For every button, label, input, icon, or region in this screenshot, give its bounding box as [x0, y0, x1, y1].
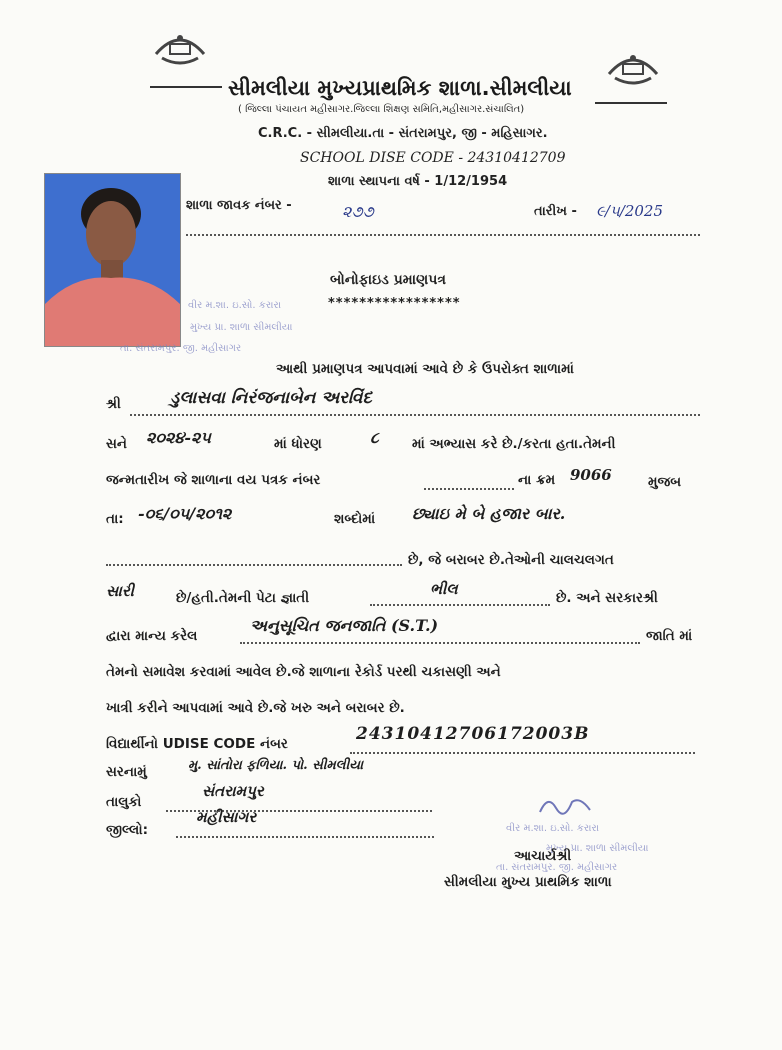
intro-text: આથી પ્રમાણપત્ર આપવામાં આવે છે કે ઉપરોક્ત શાળામાં [276, 361, 574, 377]
year-label: સને [106, 436, 127, 452]
according-text: મુજબ [648, 474, 682, 490]
certificate-title: બોનોફાઇડ પ્રમાણપત્ર [330, 272, 446, 288]
crc-line: C.R.C. - સીમલીયા.તા - સંતરામપુર, જી - મહિસાગર. [258, 126, 548, 141]
caste-text: જાતિ માં [646, 628, 693, 644]
std-value: ૮ [370, 428, 379, 447]
register-value: 9066 [570, 466, 612, 484]
words-label: શબ્દોમાં [334, 511, 376, 527]
date-value: ૯/૫/2025 [596, 202, 664, 220]
sign-stamp-line2: મુખ્ય પ્રા. શાળા સીમલીયા [546, 843, 649, 854]
birth-text: જન્મતારીખ જે શાળાના વય પત્રક નંબર [106, 472, 321, 488]
shri-label: શ્રી [106, 396, 121, 412]
school-name: સીમલીયા મુખ્યપ્રાથમિક શાળા.સીમલીયા [228, 76, 572, 100]
dise-code-line: SCHOOL DISE CODE - 24310412709 [300, 150, 566, 166]
udise-dotted-line [350, 752, 695, 754]
title-stars: ***************** [328, 296, 461, 311]
outward-label: શાળા જાવક નંબર - [186, 198, 292, 213]
date-label: તારીખ - [534, 204, 577, 219]
header-rule-left [150, 86, 222, 88]
photo-stamp-line1: વીર મ.શા. ઇ.સો. કરારા [188, 300, 282, 311]
established-line: શાળા સ્થાપના વર્ષ - 1/12/1954 [328, 174, 508, 189]
recognized-text: દ્વારા માન્ય કરેલ [106, 628, 198, 644]
correct-text: છે, જે બરાબર છે.તેઓની ચાલચલગત [408, 552, 614, 568]
blank-dotted-line [106, 564, 402, 566]
std-label: માં ધોરણ [274, 436, 322, 452]
conduct-text: છે/હતી.તેમની પેટા જ્ઞાતી [176, 590, 310, 606]
subcaste-dotted-line [370, 604, 550, 606]
category-value: અનુસૂચિત જનજાતિ (S.T.) [250, 616, 439, 635]
principal-signature-icon [536, 790, 596, 820]
govt-text: છે. અને સરકારશ્રી [556, 590, 658, 606]
student-portrait-icon [45, 174, 180, 346]
district-value: મહીસાગર [196, 808, 257, 826]
student-name: ડુલાસવા નિરંજનાબેન અરવિંદ [170, 388, 372, 408]
year-value: ૨૦૨૪-૨૫ [146, 428, 211, 447]
inclusion-text: તેમનો સમાવેશ કરવામાં આવેલ છે.જે શાળાના રેકોર્ડ પરથી ચકાસણી અને [106, 664, 501, 680]
udise-label: વિદ્યાર્થીનો UDISE CODE નંબર [106, 736, 288, 752]
category-dotted-line [240, 642, 640, 644]
sign-stamp-line1: વીર મ.શા. ઇ.સો. કરારા [506, 823, 600, 834]
outward-value: ૨૭૭ [342, 202, 374, 221]
dob-value: -૦૬/૦૫/૨૦૧૨ [138, 504, 232, 523]
photo-stamp-line3: તા. સંતરામપુર. જી. મહીસાગર [120, 343, 242, 354]
left-emblem-icon [152, 24, 208, 72]
address-value: મુ. સાંતોરા ફળિયા. પો. સીમલીયા [188, 758, 364, 773]
district-label: જીલ્લો: [106, 822, 149, 838]
dob-words: છ્યાઇ મે બે હજાર બાર. [412, 504, 566, 523]
principal-school: સીમલીયા મુખ્ય પ્રાથમિક શાળા [444, 874, 612, 890]
register-dotted-line [424, 488, 514, 490]
header-rule-right [595, 102, 667, 104]
photo-stamp-line2: મુખ્ય પ્રા. શાળા સીમલીયા [190, 322, 293, 333]
subcaste-value: ભીલ [430, 580, 458, 598]
name-dotted-line [130, 414, 700, 416]
school-subtitle: ( જિલ્લા પંચાયત મહીસાગર.જિલ્લા શિક્ષણ સમિતિ,મહીસાગર.સંચાલિત) [238, 104, 525, 115]
taluka-label: તાલુકો [106, 794, 142, 810]
reference-divider [186, 234, 700, 236]
student-photo [44, 173, 181, 347]
principal-title: આચાર્યશ્રી [514, 848, 572, 864]
sign-stamp-line3: તા. સંતરામપુર. જી. મહીસાગર [496, 862, 618, 873]
study-text: માં અભ્યાસ કરે છે./કરતા હતા.તેમની [412, 436, 616, 452]
right-emblem-icon [605, 44, 661, 92]
dob-label: તા: [106, 511, 124, 527]
register-label: ના ક્રમ [518, 472, 556, 488]
verified-text: ખાત્રી કરીને આપવામાં આવે છે.જે ખરુ અને બરાબર છે. [106, 700, 405, 716]
conduct-value: સારી [106, 582, 134, 600]
address-label: સરનામું [106, 764, 147, 780]
district-dotted-line [176, 836, 434, 838]
udise-value: 24310412706172003B [356, 724, 590, 744]
taluka-value: સંતરામપુર [202, 782, 264, 800]
